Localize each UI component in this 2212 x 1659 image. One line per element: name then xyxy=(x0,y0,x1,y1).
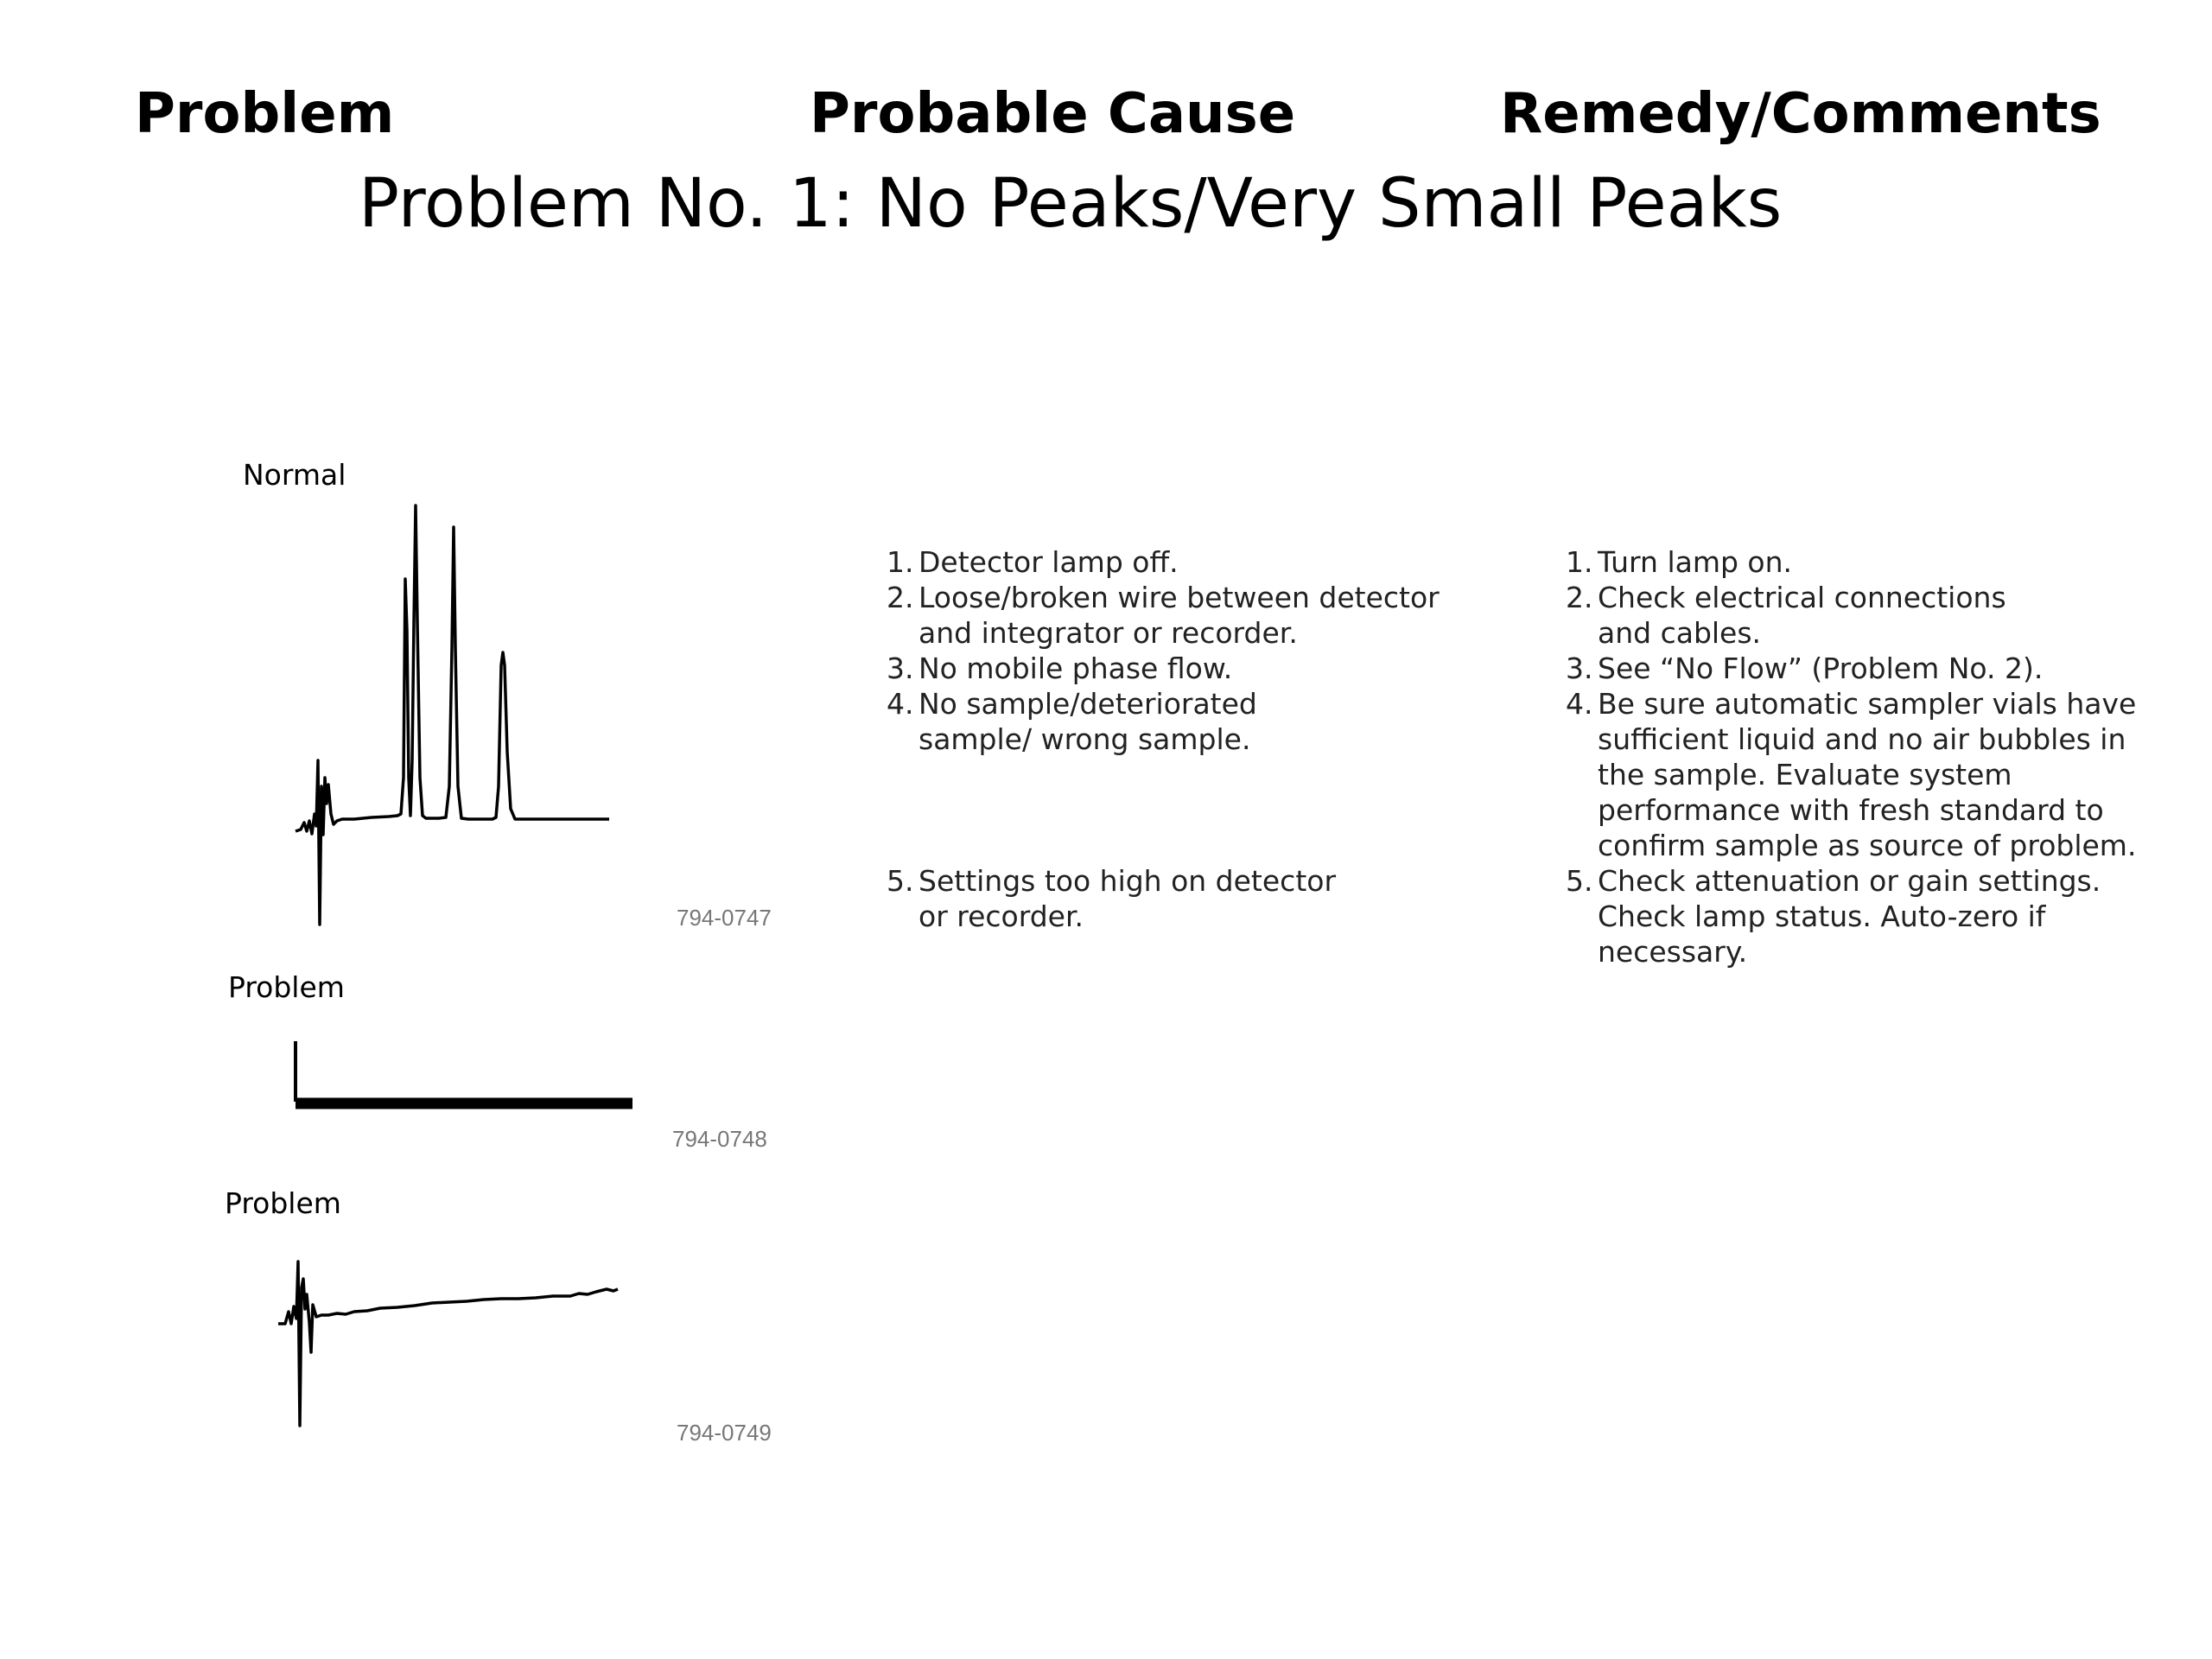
figure-code-problem-2: 794-0749 xyxy=(677,1420,772,1446)
normal-chromatogram-figure xyxy=(285,493,631,942)
remedy-item-2 xyxy=(1566,580,2205,651)
remedy-text-3: See “No Flow” (Problem No. 2). xyxy=(1598,652,2044,685)
figure-label-problem-1: Problem xyxy=(228,970,345,1004)
remedy-column-header: Remedy/Comments xyxy=(1500,82,2101,146)
remedy-text-2: Check electrical connections and cables. xyxy=(1598,581,2006,650)
flat-baseline-problem-figure xyxy=(285,1033,648,1119)
remedy-text-5: Check attenuation or gain settings. Check lamp status. Auto-zero if necessary. xyxy=(1598,864,2101,969)
remedy-list xyxy=(1566,544,2205,969)
cause-text-4: No sample/deteriorated sample/ wrong sample. xyxy=(918,687,1257,756)
figure-label-problem-2: Problem xyxy=(225,1186,341,1220)
remedy-number-5: 5. xyxy=(1566,864,1593,898)
cause-item-4 xyxy=(887,686,1474,757)
figure-code-normal: 794-0747 xyxy=(677,905,772,931)
remedy-item-5 xyxy=(1566,863,2205,969)
remedy-number-4: 4. xyxy=(1566,687,1593,721)
cause-text-1: Detector lamp off. xyxy=(918,545,1179,579)
cause-number-3: 3. xyxy=(887,652,914,685)
remedy-item-1 xyxy=(1566,544,2205,580)
cause-item-1 xyxy=(887,544,1474,580)
slide-title: Problem No. 1: No Peaks/Very Small Peaks xyxy=(359,165,1783,243)
cause-item-3 xyxy=(887,651,1474,686)
remedy-number-2: 2. xyxy=(1566,581,1593,614)
cause-text-5: Settings too high on detector or recorder. xyxy=(918,864,1337,933)
cause-text-2: Loose/broken wire between detector and integrator or recorder. xyxy=(918,581,1440,650)
remedy-number-3: 3. xyxy=(1566,652,1593,685)
cause-number-5: 5. xyxy=(887,864,914,898)
problem-column-header: Problem xyxy=(135,82,395,146)
figure-code-problem-1: 794-0748 xyxy=(672,1126,767,1152)
cause-item-5 xyxy=(887,863,1474,934)
remedy-text-4: Be sure automatic sampler vials have sufficient liquid and no air bubbles in the sample. Evaluate system performance with fresh standard to confirm sample as source of problem. xyxy=(1598,687,2137,862)
remedy-item-4 xyxy=(1566,686,2205,863)
remedy-item-3 xyxy=(1566,651,2205,686)
normal-chromatogram-trace xyxy=(296,505,609,925)
cause-number-1: 1. xyxy=(887,545,914,579)
remedy-text-1: Turn lamp on. xyxy=(1598,545,1793,579)
figure-label-normal: Normal xyxy=(243,458,346,492)
probable-cause-list xyxy=(887,544,1474,934)
no-peaks-problem-figure xyxy=(268,1227,631,1443)
cause-number-2: 2. xyxy=(887,581,914,614)
cause-item-2 xyxy=(887,580,1474,651)
probable-cause-column-header: Probable Cause xyxy=(810,82,1296,146)
cause-text-3: No mobile phase flow. xyxy=(918,652,1233,685)
cause-number-4: 4. xyxy=(887,687,914,721)
no-peaks-chromatogram-trace xyxy=(278,1262,618,1426)
remedy-number-1: 1. xyxy=(1566,545,1593,579)
